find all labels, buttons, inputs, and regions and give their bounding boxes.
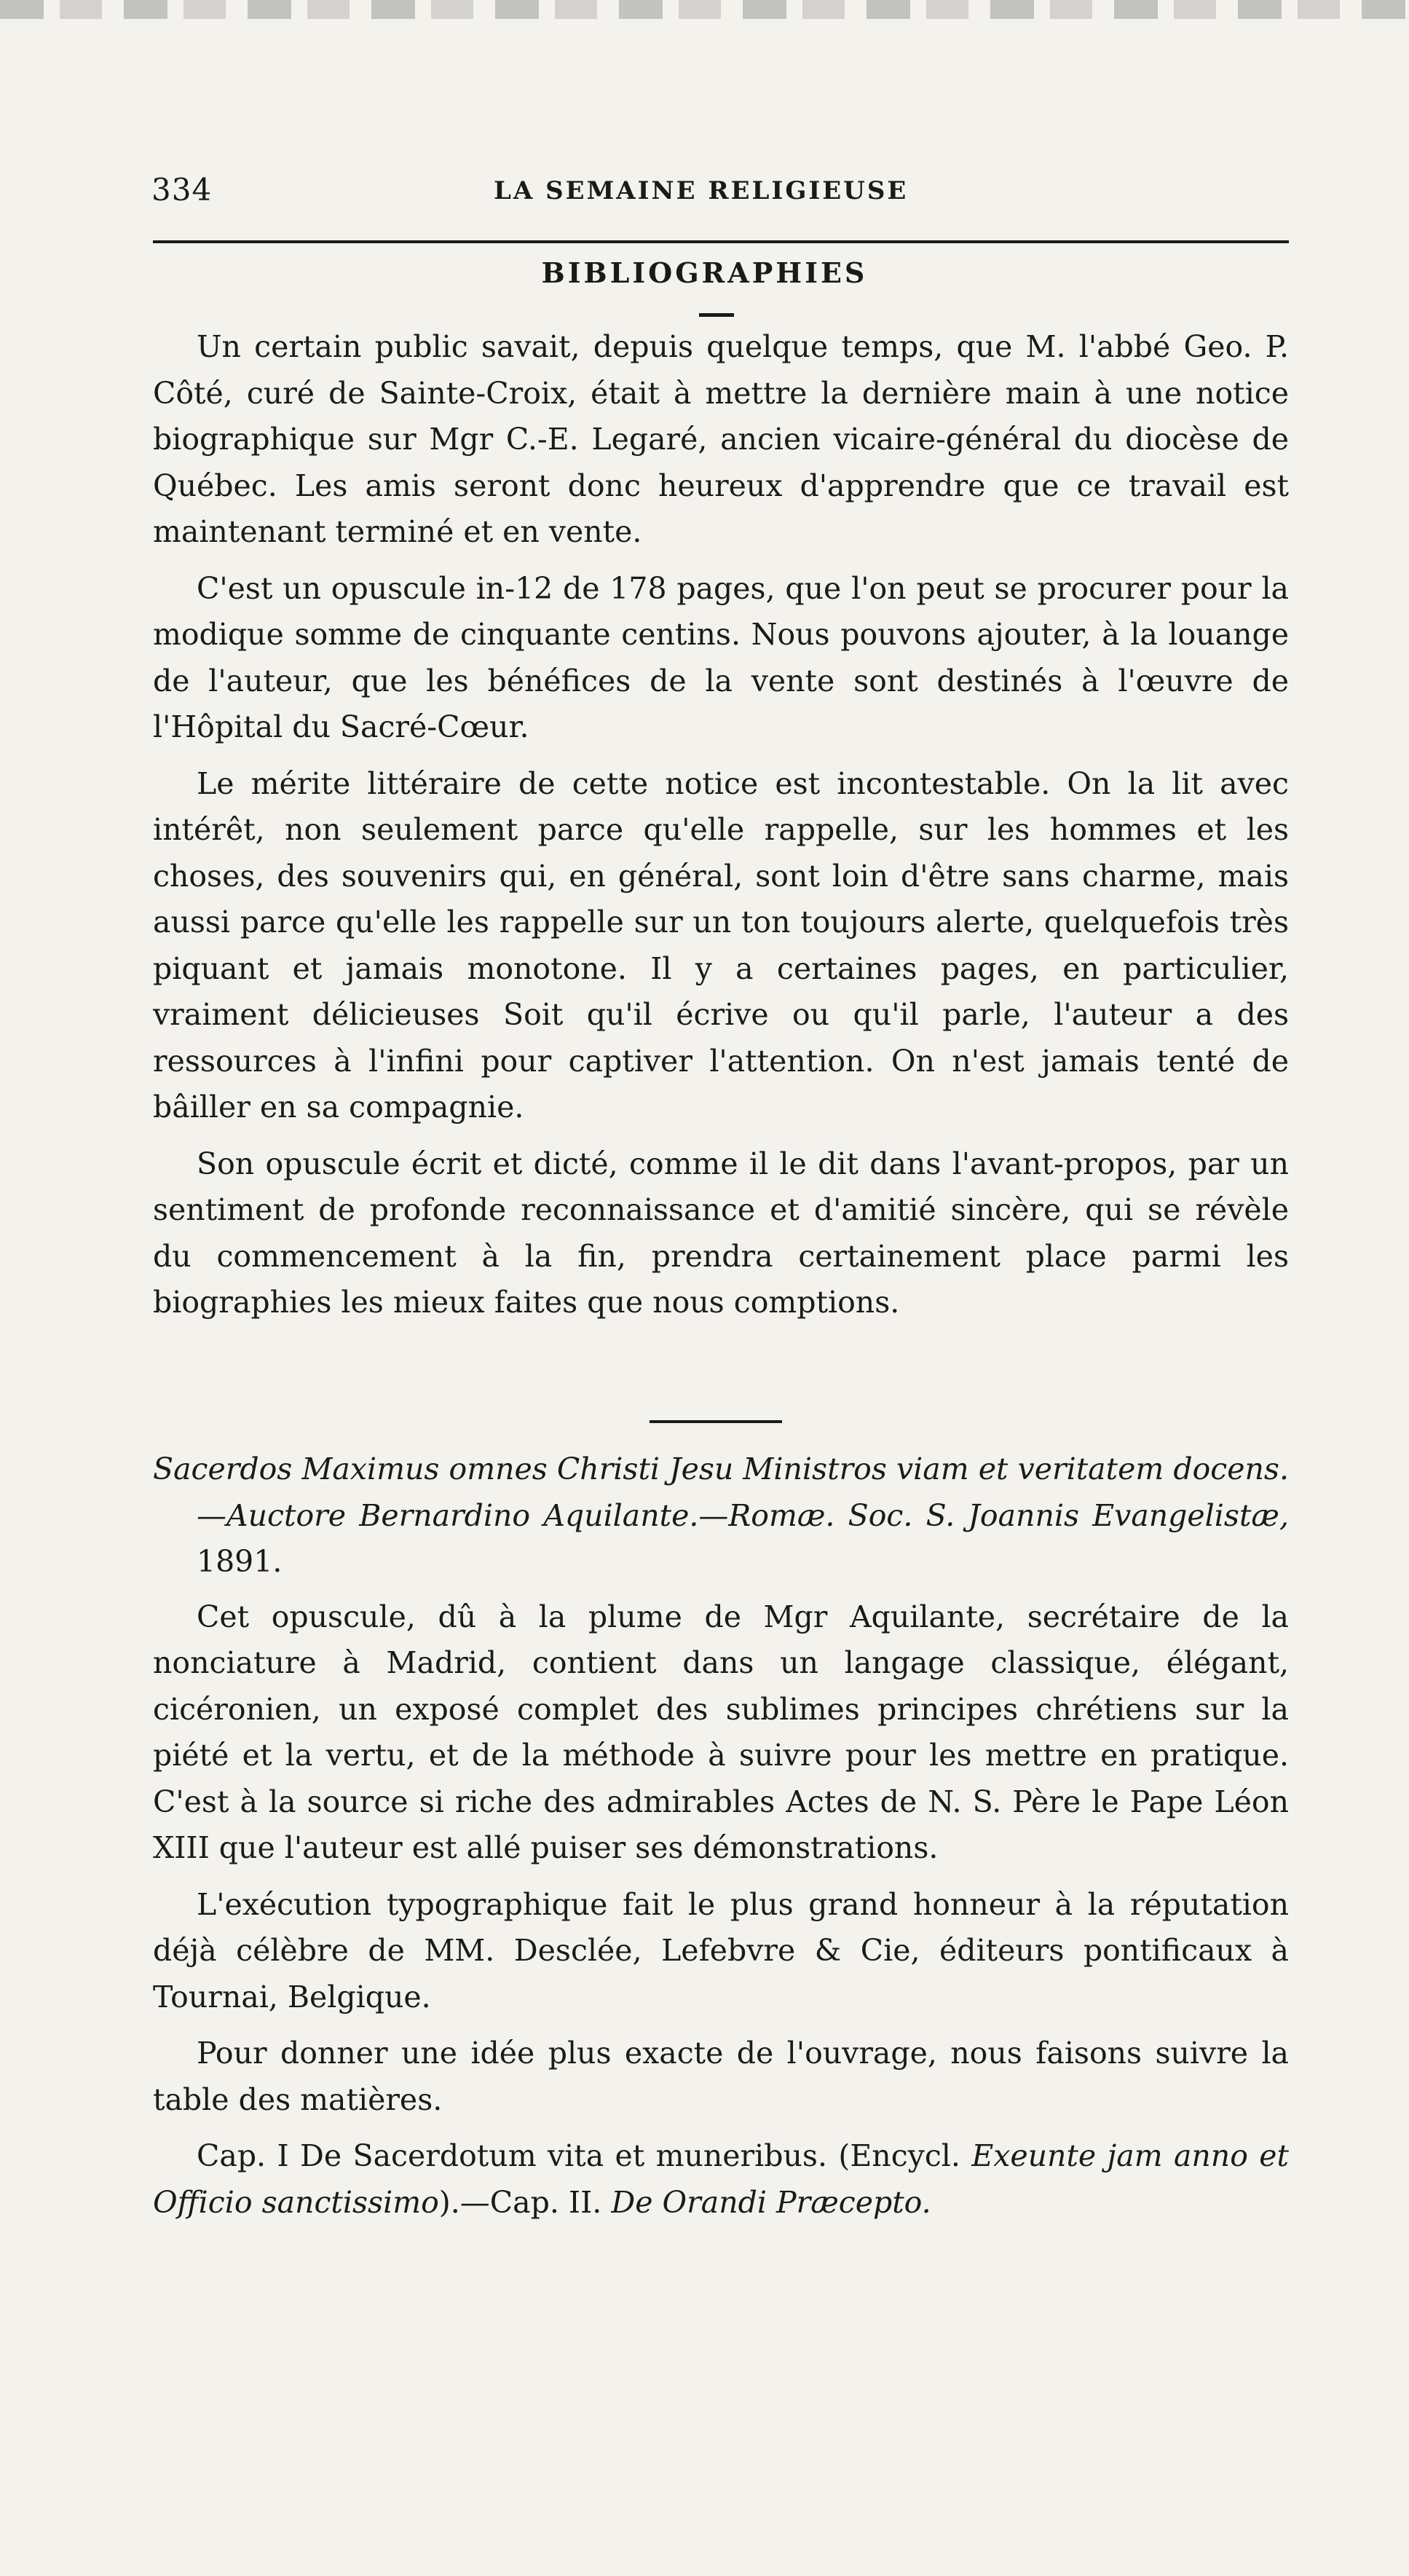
- paragraph: Un certain public savait, depuis quelque temps, que M. l'abbé Geo. P. Côté, curé de Sainte-Croix, était à mettre la dernière main à une notice biographique sur Mgr C.-E. Legaré, ancien vicaire-général du diocèse de Québec. Les amis seront donc heureux d'apprendre que ce travail est maintenant terminé et en vente.: [153, 329, 1289, 549]
- page-number: 334: [151, 172, 213, 208]
- book-citation: [153, 1446, 1289, 1586]
- running-title: LA SEMAINE RELIGIEUSE: [494, 176, 909, 205]
- citation-text: Sacerdos Maximus omnes Christi Jesu Ministros viam et veritatem docens.—Auctore Bernardino Aquilante.—Romæ. Soc. S. Joannis Evangelistæ,: [153, 1452, 1289, 1533]
- toc-text-3: ).—Cap. II.: [438, 2184, 602, 2220]
- paragraph: Pour donner une idée plus exacte de l'ouvrage, nous faisons suivre la table des matières.: [153, 2036, 1289, 2117]
- section-divider: [650, 1420, 782, 1423]
- page-header: [151, 166, 1287, 210]
- paragraph: L'exécution typographique fait le plus grand honneur à la réputation déjà célèbre de MM. Desclée, Lefebvre & Cie, éditeurs pontificaux à Tournai, Belgique.: [153, 1886, 1289, 2014]
- header-rule: [153, 240, 1289, 243]
- paragraph: Le mérite littéraire de cette notice est incontestable. On la lit avec intérêt, non seulement parce qu'elle rappelle, sur les hommes et les choses, des souvenirs qui, en général, sont loin d'être sans charme, mais aussi parce qu'elle les rappelle sur un ton toujours alerte, quelquefois très piquant et jamais monotone. Il y a certaines pages, en particulier, vraiment délicieuses Soit qu'il écrive ou qu'il parle, l'auteur a des ressources à l'infini pour captiver l'attention. On n'est jamais tenté de bâiller en sa compagnie.: [153, 765, 1289, 1124]
- paragraph: Cet opuscule, dû à la plume de Mgr Aquilante, secrétaire de la nonciature à Madrid, contient dans un langage classique, élégant, cicéronien, un exposé complet des sublimes principes chrétiens sur la piété et la vertu, et de la méthode à suivre pour les mettre en pratique. C'est à la source si riche des admirables Actes de N. S. Père le Pape Léon XIII que l'auteur est allé puiser ses démonstrations.: [153, 1599, 1289, 1865]
- review-2-body: [153, 1446, 1289, 2226]
- table-of-contents-start: [153, 2133, 1289, 2226]
- citation-year: 1891.: [197, 1544, 283, 1579]
- toc-text-2: Exeunte jam anno et Officio sanctissimo: [153, 2138, 1289, 2220]
- review-1-body: [153, 324, 1289, 1336]
- paragraph: C'est un opuscule in-12 de 178 pages, que l'on peut se procurer pour la modique somme de cinquante centins. Nous pouvons ajouter, à la louange de l'auteur, que les bénéfices de la vente sont destinés à l'œuvre de l'Hôpital du Sacré-Cœur.: [153, 570, 1289, 744]
- scan-edge-artifact: [0, 0, 1409, 19]
- paragraph: Son opuscule écrit et dicté, comme il le dit dans l'avant-propos, par un sentiment de profonde reconnaissance et d'amitié sincère, qui se révèle du commencement à la fin, prendra certainement place parmi les biographies les mieux faites que nous comptions.: [153, 1146, 1289, 1320]
- toc-text-1: Cap. I De Sacerdotum vita et muneribus. (Encycl.: [197, 2138, 960, 2173]
- title-dash: [699, 313, 734, 317]
- toc-text-4: De Orandi Præcepto.: [611, 2184, 931, 2220]
- section-title: BIBLIOGRAPHIES: [541, 256, 868, 289]
